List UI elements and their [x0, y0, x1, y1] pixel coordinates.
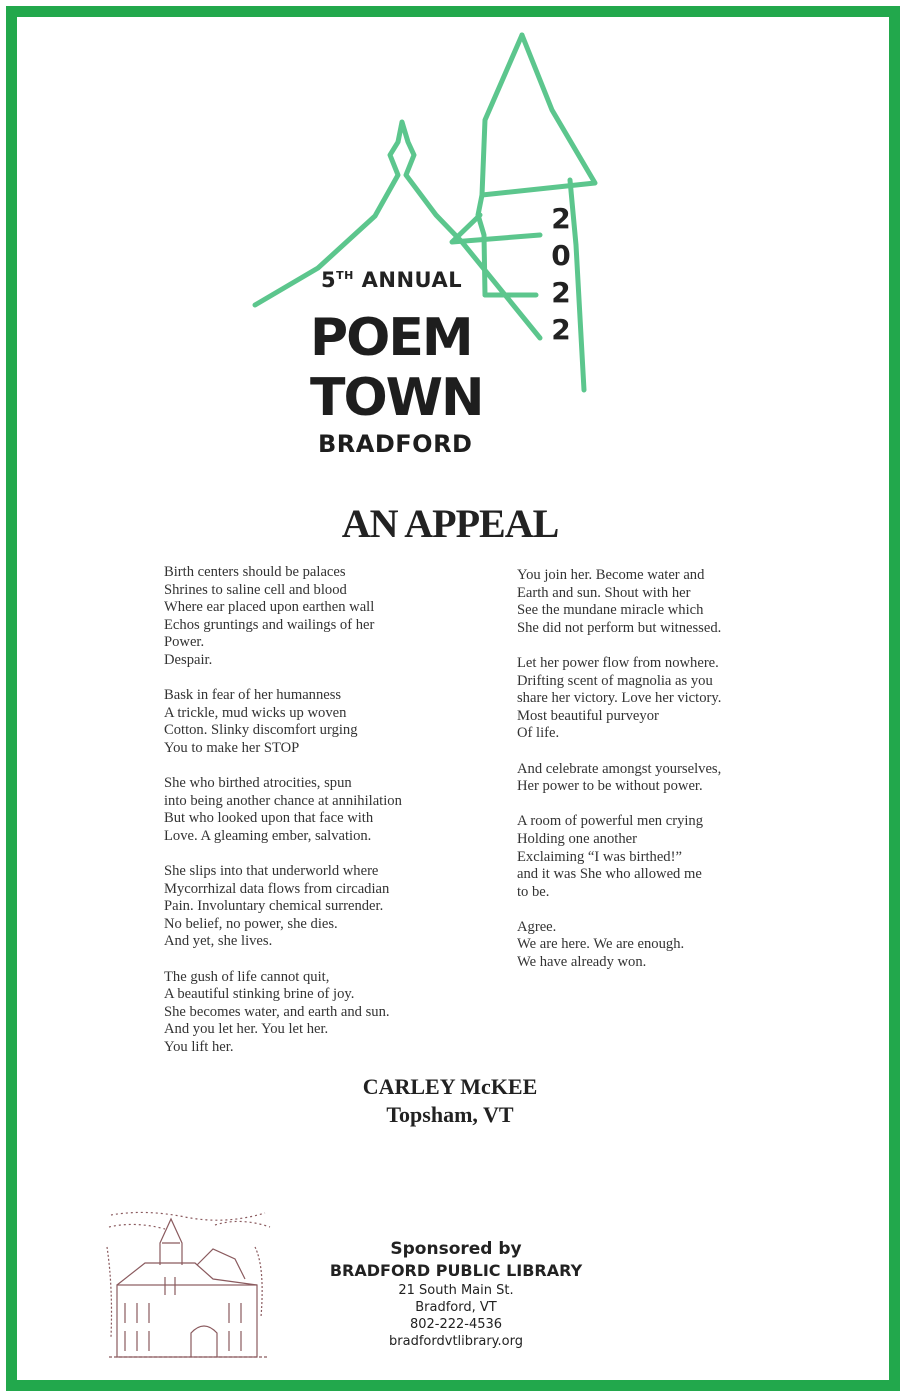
year-digit: 2 — [551, 276, 571, 309]
sponsor-address: 21 South Main St. — [398, 1283, 514, 1298]
poem-word: POEM — [310, 308, 472, 368]
poem-line: Earth and sun. Shout with her — [517, 584, 691, 601]
year-digit: 2 — [551, 202, 571, 235]
poem-line: Pain. Involuntary chemical surrender. — [164, 898, 384, 915]
poem-line: Holding one another — [517, 830, 637, 847]
poem-line: to be. — [517, 883, 550, 900]
poem-line: And you let her. You let her. — [164, 1021, 329, 1038]
poem-line: Where ear placed upon earthen wall — [164, 599, 375, 616]
poem-line: Agree. — [517, 918, 557, 935]
author-name: CARLEY McKEE — [362, 1074, 538, 1099]
poem-line: and it was She who allowed me — [517, 866, 702, 883]
poem-line: You join her. Become water and — [517, 567, 705, 583]
poem-stanza — [517, 761, 817, 796]
poem-line: We have already won. — [517, 954, 647, 971]
poem-stanza — [517, 567, 817, 637]
poem-line: But who looked upon that face with — [164, 810, 374, 827]
poem-stanza — [517, 813, 817, 901]
poem-stanza — [164, 687, 484, 757]
poem-line: The gush of life cannot quit, — [164, 968, 330, 985]
sponsor-block — [300, 1238, 612, 1350]
library-building-sketch — [105, 1207, 273, 1365]
poem-line: We are here. We are enough. — [517, 936, 685, 953]
poem-line: She who birthed atrocities, spun — [164, 775, 352, 792]
poem-line: Bask in fear of her humanness — [164, 687, 342, 704]
poem-line: Cotton. Slinky discomfort urging — [164, 722, 358, 739]
poem-line: She slips into that underworld where — [164, 863, 379, 880]
poem-line: Love. A gleaming ember, salvation. — [164, 827, 372, 844]
sponsor-website: bradfordvtlibrary.org — [389, 1334, 523, 1349]
bradford-word: BRADFORD — [318, 430, 473, 458]
town-word: TOWN — [310, 368, 483, 428]
poem-line: share her victory. Love her victory. — [517, 690, 722, 707]
poem-line: Birth centers should be palaces — [164, 564, 346, 580]
poem-line: No belief, no power, she dies. — [164, 915, 338, 932]
poem-line: Exclaiming “I was birthed!” — [517, 848, 682, 865]
poem-line: A room of powerful men crying — [517, 813, 704, 830]
author-location: Topsham, VT — [386, 1102, 514, 1127]
poem-right-column — [517, 567, 817, 989]
year-digit: 0 — [551, 239, 571, 272]
poem-line: She did not perform but witnessed. — [517, 619, 722, 636]
poem-stanza — [164, 564, 484, 670]
poem-line: into being another chance at annihilation — [164, 792, 402, 809]
poem-line: You to make her STOP — [164, 739, 300, 756]
annual-label: 5TH ANNUAL — [321, 268, 463, 292]
poem-stanza — [164, 863, 484, 951]
sponsor-name: BRADFORD PUBLIC LIBRARY — [329, 1261, 583, 1280]
poem-line: You lift her. — [164, 1039, 234, 1056]
poem-line: Drifting scent of magnolia as you — [517, 672, 713, 689]
poem-line: Most beautiful purveyor — [517, 707, 659, 724]
poem-line: Shrines to saline cell and blood — [164, 581, 347, 598]
poem-stanza — [164, 775, 484, 845]
sponsor-label: Sponsored by — [390, 1239, 522, 1259]
poem-line: Despair. — [164, 651, 213, 668]
poem-line: Of life. — [517, 725, 560, 742]
poem-line: She becomes water, and earth and sun. — [164, 1003, 390, 1020]
poem-stanza — [164, 969, 484, 1057]
sponsor-phone: 802-222-4536 — [409, 1317, 503, 1332]
poem-line: And yet, she lives. — [164, 933, 273, 950]
poem-stanza — [517, 655, 817, 743]
author-block — [0, 1073, 900, 1129]
year-label — [546, 200, 576, 348]
poem-town-logo — [240, 30, 610, 470]
poem-line: A trickle, mud wicks up woven — [164, 704, 347, 721]
poem-line: Let her power flow from nowhere. — [517, 654, 719, 671]
poem-line: See the mundane miracle which — [517, 602, 704, 619]
poem-left-column — [164, 564, 484, 1074]
poem-line: Mycorrhizal data flows from circadian — [164, 880, 390, 897]
poem-line: Echos gruntings and wailings of her — [164, 616, 375, 633]
poem-stanza — [517, 919, 817, 972]
poem-line: And celebrate amongst yourselves, — [517, 760, 722, 777]
poem-line: Her power to be without power. — [517, 778, 703, 795]
poem-line: A beautiful stinking brine of joy. — [164, 986, 355, 1003]
year-digit: 2 — [551, 313, 571, 346]
poem-line: Power. — [164, 634, 205, 651]
sponsor-city: Bradford, VT — [415, 1300, 497, 1315]
poem-title: AN APPEAL — [341, 501, 559, 546]
